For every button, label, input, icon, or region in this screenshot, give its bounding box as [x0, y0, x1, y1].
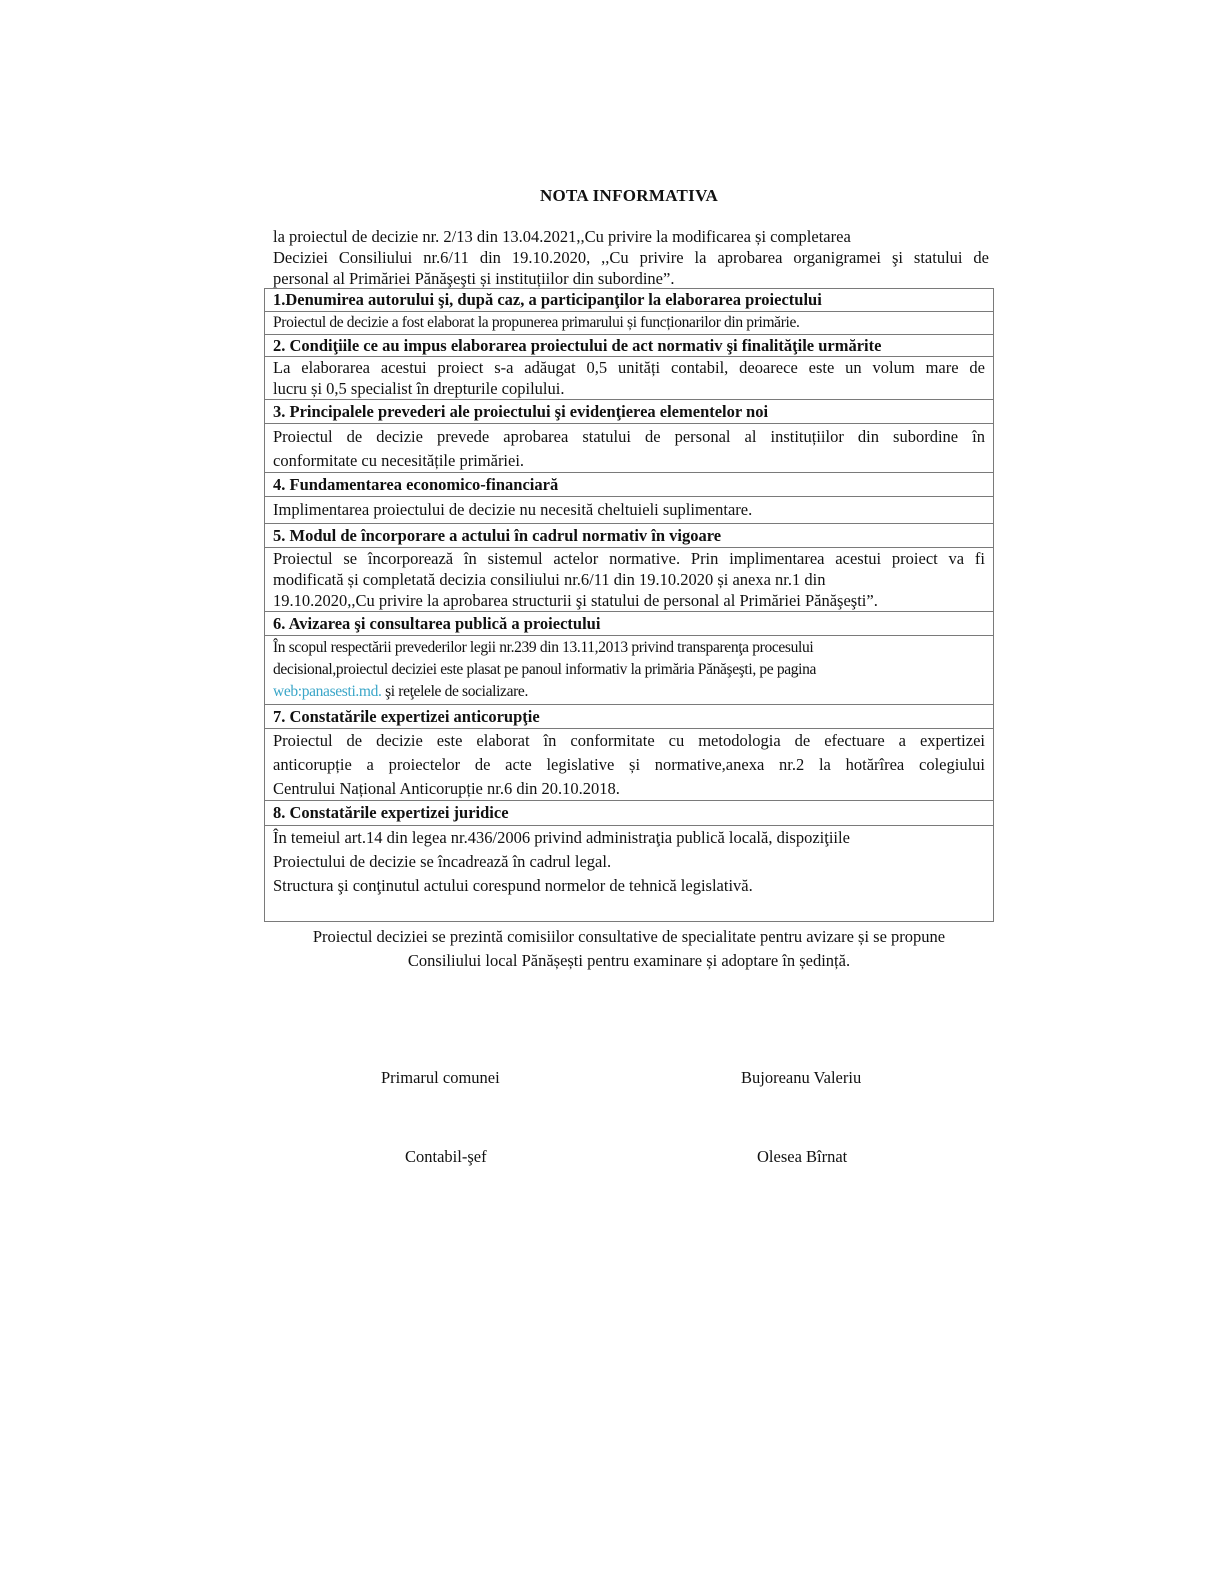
- section-7-heading: 7. Constatările expertizei anticorupţie: [265, 704, 993, 728]
- section-2-body: [265, 356, 993, 399]
- section-2-line: La elaborarea acestui proiect s-a adăugat 0,5 unități contabil, deoarece este un volum mare de: [273, 358, 985, 377]
- section-7-body: [265, 728, 993, 800]
- intro-paragraph: [273, 226, 989, 289]
- section-5-body: [265, 547, 993, 611]
- section-8-line: Proiectului de decizie se încadrează în cadrul legal.: [273, 852, 612, 871]
- signature-role-mayor: Primarul comunei: [381, 1068, 500, 1087]
- section-7-line: Centrului Național Anticorupție nr.6 din 20.10.2018.: [273, 779, 620, 798]
- section-6-line: decisional,proiectul deciziei este plasat pe panoul informativ la primăria Pănăşeşti, pe pagina: [273, 661, 817, 678]
- section-1-heading: 1.Denumirea autorului şi, după caz, a participanţilor la elaborarea proiectului: [273, 290, 822, 309]
- signature-role-accountant: Contabil-şef: [405, 1147, 487, 1166]
- website-link[interactable]: web:panasesti.md.: [273, 683, 382, 700]
- section-6-body: [265, 635, 993, 704]
- section-3-heading: 3. Principalele prevederi ale proiectului şi evidenţierea elementelor noi: [265, 399, 993, 423]
- section-8-line: În temeiul art.14 din legea nr.436/2006 privind administraţia publică locală, dispoziţiile: [273, 828, 850, 847]
- closing-line: Consiliului local Pănășești pentru examinare și adoptare în ședință.: [407, 951, 851, 970]
- intro-line: la proiectul de decizie nr. 2/13 din 13.04.2021,,Cu privire la modificarea și completarea: [273, 227, 851, 246]
- section-3-body: [265, 423, 993, 472]
- section-7-line: anticorupție a proiectelor de acte legislative și normative,anexa nr.2 la hotărîrea colegiului: [273, 755, 985, 774]
- section-5-line: Proiectul se încorporează în sistemul actelor normative. Prin implimentarea acestui proiect va fi: [273, 549, 985, 568]
- section-6-line: În scopul respectării prevederilor legii nr.239 din 13.11,2013 privind transparenţa procesului: [273, 639, 814, 656]
- section-5-line: modificată și completată decizia consiliului nr.6/11 din 19.10.2020 și anexa nr.1 din: [273, 570, 826, 589]
- section-6-heading: 6. Avizarea şi consultarea publică a proiectului: [265, 611, 993, 635]
- signature-name-accountant: Olesea Bîrnat: [757, 1147, 848, 1166]
- section-8-heading: 8. Constatările expertizei juridice: [265, 800, 993, 825]
- intro-line: Deciziei Consiliului nr.6/11 din 19.10.2020, ,,Cu privire la aprobarea organigramei şi statului de: [273, 248, 989, 267]
- section-3-line: conformitate cu necesitățile primăriei.: [273, 451, 525, 470]
- section-4-heading: 4. Fundamentarea economico-financiară: [265, 472, 993, 496]
- section-2-line: lucru și 0,5 specialist în drepturile copilului.: [273, 379, 565, 398]
- intro-line: personal al Primăriei Pănăşeşti și instituțiilor din subordine”.: [273, 269, 675, 288]
- section-3-line: Proiectul de decizie prevede aprobarea statului de personal al instituțiilor din subordine în: [273, 427, 985, 446]
- section-4-body: [265, 496, 993, 523]
- section-8-body: [265, 825, 993, 921]
- section-6-line-end: şi reţelele de socializare.: [381, 683, 528, 700]
- section-2-heading: 2. Condiţiile ce au impus elaborarea proiectului de act normativ şi finalităţile urmărite: [265, 334, 993, 356]
- document-title: NOTA INFORMATIVA: [539, 186, 719, 205]
- section-8-line: Structura şi conţinutul actului corespund normelor de tehnică legislativă.: [273, 876, 753, 895]
- signature-name-mayor: Bujoreanu Valeriu: [741, 1068, 862, 1087]
- closing-paragraph: [250, 925, 1008, 973]
- closing-line: Proiectul deciziei se prezintă comisiilor consultative de specialitate pentru avizare și se propune: [312, 927, 946, 946]
- section-1-body: [265, 311, 993, 334]
- info-table: [264, 288, 994, 922]
- section-4-line: Implimentarea proiectului de decizie nu necesită cheltuieli suplimentare.: [273, 500, 753, 519]
- section-7-line: Proiectul de decizie este elaborat în conformitate cu metodologia de efectuare a expertizei: [273, 731, 985, 750]
- section-1-line: Proiectul de decizie a fost elaborat la propunerea primarului și funcționarilor din primărie.: [273, 314, 800, 331]
- section-5-line: 19.10.2020,,Cu privire la aprobarea structurii şi statului de personal al Primăriei Pănăşeşti”.: [273, 591, 878, 610]
- section-6-line: [273, 681, 985, 703]
- section-5-heading: 5. Modul de încorporare a actului în cadrul normativ în vigoare: [265, 523, 993, 547]
